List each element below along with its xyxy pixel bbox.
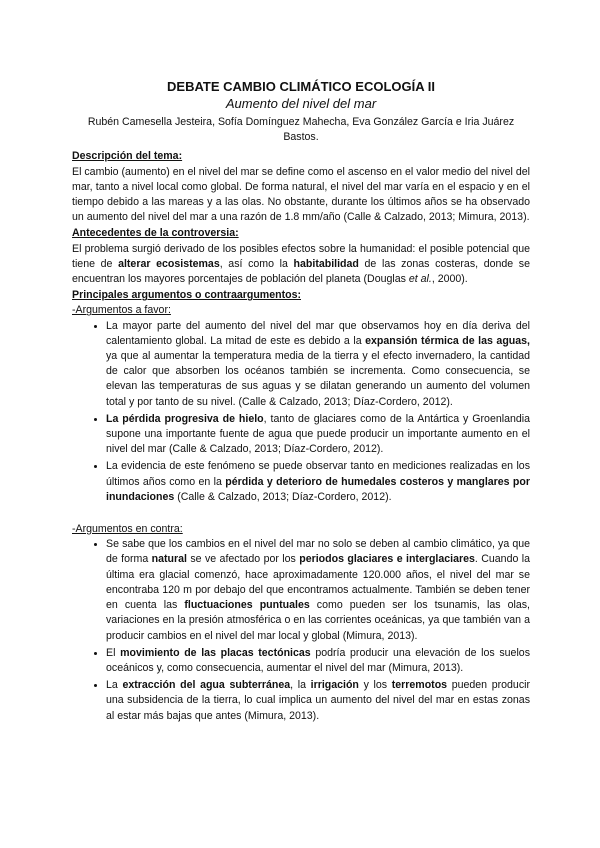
bold-run: pérdida y deterioro de humedales costeros y manglares por inundaciones [106, 475, 530, 503]
text-run: , 2000). [431, 273, 468, 286]
text-run: Se sabe que los cambios en el nivel del mar no solo se deben al cambio climático, ya que de forma [106, 538, 530, 566]
antecedentes-paragraph [72, 242, 530, 288]
favor-list [72, 319, 530, 505]
authors-line: Rubén Camesella Jesteira, Sofía Domínguez Mahecha, Eva González García e Iria Juárez Bastos. [87, 116, 515, 144]
favor-item [106, 412, 530, 458]
bold-run: extracción del agua subterránea [122, 679, 291, 692]
document-subtitle: Aumento del nivel del mar [225, 96, 377, 111]
bold-run: La pérdida progresiva de hielo [106, 412, 264, 425]
bold-run: terremotos [391, 679, 448, 692]
bold-run: movimiento de las placas tectónicas [120, 646, 311, 659]
document-page [72, 78, 530, 726]
text-run: La [106, 679, 123, 692]
bold-run: expansión térmica de las aguas, [365, 334, 530, 347]
text-run: de las zonas costeras, donde se encuentran los mayores porcentajes de población del planeta (Douglas [72, 257, 530, 286]
contra-item [106, 678, 530, 724]
bold-run: natural [151, 553, 187, 566]
text-run: como pueden ser los tsunamis, las olas, variaciones en la presión atmosférica o en las corrientes oceánicas, ya que también van a producir cambios en el nivel del mar local y global (Mimura, 2013). [106, 599, 530, 642]
section-heading-descripcion: Descripción del tema: [72, 150, 183, 163]
bold-run: habitabilidad [293, 257, 359, 270]
italic-run: et al. [408, 273, 432, 286]
text-run: (Calle & Calzado, 2013; Díaz-Cordero, 2012). [174, 490, 392, 503]
favor-item [106, 459, 530, 505]
bold-run: periodos glaciares e interglaciares [299, 553, 475, 566]
contra-item [106, 646, 530, 676]
text-run: El [106, 646, 121, 659]
text-run: pueden producir una subsidencia de la tierra, lo cual implica un aumento del nivel del mar en estas zonas al estar más bajas que antes (Mimura, 2013). [106, 679, 531, 722]
contra-item [106, 537, 530, 643]
bold-run: alterar ecosistemas [118, 257, 220, 270]
text-run: El problema surgió derivado de los posibles efectos sobre la humanidad: el posible potencial que tiene de [72, 242, 530, 270]
text-run: , la [290, 679, 311, 692]
contra-label: -Argumentos en contra: [72, 523, 183, 536]
section-heading-antecedentes: Antecedentes de la controversia: [72, 227, 239, 240]
text-run: , así como la [219, 257, 294, 270]
text-run: La mayor parte del aumento del nivel del mar que observamos hoy en día deriva del calentamiento global. La mitad de este es debido a la [106, 319, 530, 347]
document-title: DEBATE CAMBIO CLIMÁTICO ECOLOGÍA II [167, 79, 435, 94]
contra-list [72, 537, 530, 723]
favor-item [106, 319, 530, 410]
text-run: se ve afectado por los [186, 553, 300, 566]
text-run: . Cuando la última era glacial comenzó, hace aproximadamente 120.000 años, el nivel del mar se encontraba 120 m por debajo del que encontramos actualmente. También se deben tener en cuenta las [106, 553, 530, 612]
spacer [72, 507, 530, 522]
section-heading-argumentos: Principales argumentos o contraargumentos: [72, 289, 301, 302]
descripcion-paragraph: El cambio (aumento) en el nivel del mar se define como el ascenso en el valor medio del nivel del mar, tanto a nivel local como global. De forma natural, el nivel del mar varía en el espacio y en el tiempo debido a las mareas y a las olas. No obstante, durante los últimos años se ha observado un aumento del nivel del mar a una razón de 1.8 mm/año (Calle & Calzado, 2013; Mimura, 2013). [72, 165, 530, 224]
favor-label: -Argumentos a favor: [72, 304, 171, 317]
text-run: La evidencia de este fenómeno se puede observar tanto en mediciones realizadas en los últimos años como en la [106, 460, 530, 488]
bold-run: fluctuaciones puntuales [184, 599, 310, 612]
text-run: , tanto de glaciares como de la Antártica y Groenlandia supone una importante fuente de agua que puede producir un importante aumento en el nivel del mar (Calle & Calzado, 2013; Díaz-Cordero, 2012). [106, 412, 530, 456]
text-run: podría producir una elevación de los suelos oceánicos y, como consecuencia, aumentar el nivel del mar (Mimura, 2013). [106, 646, 530, 674]
bold-run: irrigación [310, 679, 359, 692]
text-run: y los [358, 679, 392, 692]
text-run: ya que al aumentar la temperatura media de la tierra y el efecto invernadero, la cantidad de calor que absorben los océanos también se incrementa. Como consecuencia, se elevan las temperaturas de sus aguas y se dilatan generando un aumento del volumen total y por tanto de su nivel. (Calle & Calzado, 2013; Díaz-Cordero, 2012). [106, 350, 530, 408]
